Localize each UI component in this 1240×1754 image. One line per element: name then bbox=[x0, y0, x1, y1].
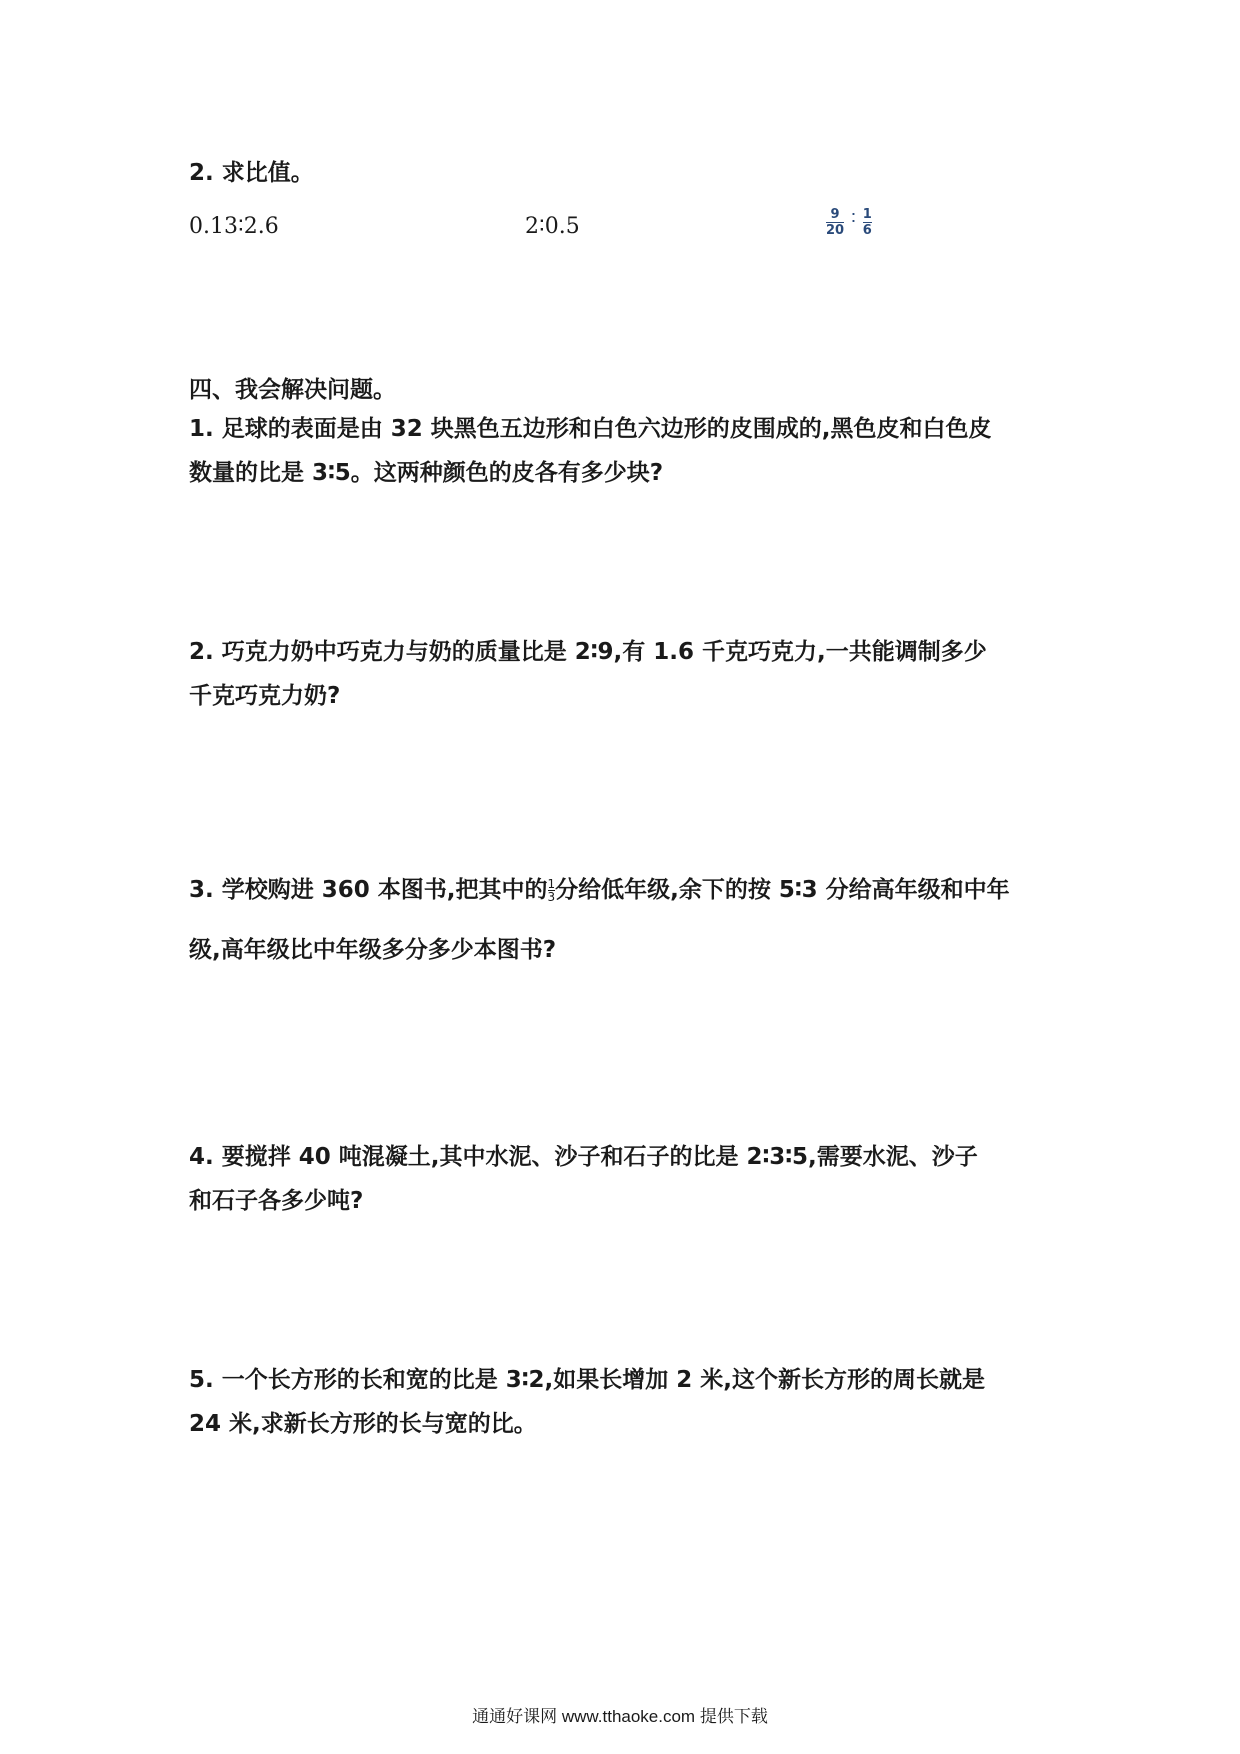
problem-2-line-2: 千克巧克力奶? bbox=[189, 683, 341, 709]
fraction-9-20 bbox=[826, 206, 845, 238]
problem-4-line-1: 4. 要搅拌 40 吨混凝土,其中水泥、沙子和石子的比是 2∶3∶5,需要水泥、沙子 bbox=[189, 1144, 978, 1170]
problem-5-line-2: 24 米,求新长方形的长与宽的比。 bbox=[189, 1411, 537, 1437]
problem-5-line-1: 5. 一个长方形的长和宽的比是 3∶2,如果长增加 2 米,这个新长方形的周长就是 bbox=[189, 1367, 986, 1393]
problem-3 bbox=[189, 868, 1069, 972]
problem-2-line-1: 2. 巧克力奶中巧克力与奶的质量比是 2∶9,有 1.6 千克巧克力,一共能调制多少 bbox=[189, 639, 987, 665]
fraction-numerator: 9 bbox=[830, 206, 840, 222]
problem-3-text-a: 3. 学校购进 360 本图书,把其中的 bbox=[189, 877, 548, 903]
fraction-denominator: 3 bbox=[547, 890, 556, 904]
problem-1 bbox=[189, 407, 1069, 495]
fraction-numerator: 1 bbox=[862, 206, 872, 222]
problem-1-line-2: 数量的比是 3∶5。这两种颜色的皮各有多少块? bbox=[189, 460, 664, 486]
fraction-denominator: 6 bbox=[862, 222, 872, 238]
problem-2 bbox=[189, 630, 1069, 718]
fraction-1-3 bbox=[547, 877, 556, 904]
problem-3-line-1 bbox=[189, 868, 1069, 912]
footer-source: 通通好课网 www.tthaoke.com 提供下载 bbox=[472, 1707, 768, 1726]
fraction-numerator: 1 bbox=[547, 877, 556, 891]
fraction-1-6 bbox=[862, 206, 872, 238]
section-2-title: 2. 求比值。 bbox=[189, 160, 314, 186]
problem-3-text-b: 分给低年级,余下的按 5∶3 分给高年级和中年 bbox=[555, 877, 1010, 903]
problem-3-line-2: 级,高年级比中年级多分多少本图书? bbox=[189, 937, 557, 963]
section-4-title: 四、我会解决问题。 bbox=[189, 377, 396, 403]
problem-4-line-2: 和石子各多少吨? bbox=[189, 1188, 364, 1214]
problem-4 bbox=[189, 1135, 1069, 1223]
ratio-1: 0.13∶2.6 bbox=[189, 214, 279, 239]
fraction-denominator: 20 bbox=[826, 222, 845, 238]
ratio-separator: ∶ bbox=[851, 208, 856, 229]
ratio-3 bbox=[826, 204, 872, 238]
ratio-2: 2∶0.5 bbox=[525, 214, 580, 239]
problem-5 bbox=[189, 1358, 1069, 1446]
problem-1-line-1: 1. 足球的表面是由 32 块黑色五边形和白色六边形的皮围成的,黑色皮和白色皮 bbox=[189, 416, 992, 442]
